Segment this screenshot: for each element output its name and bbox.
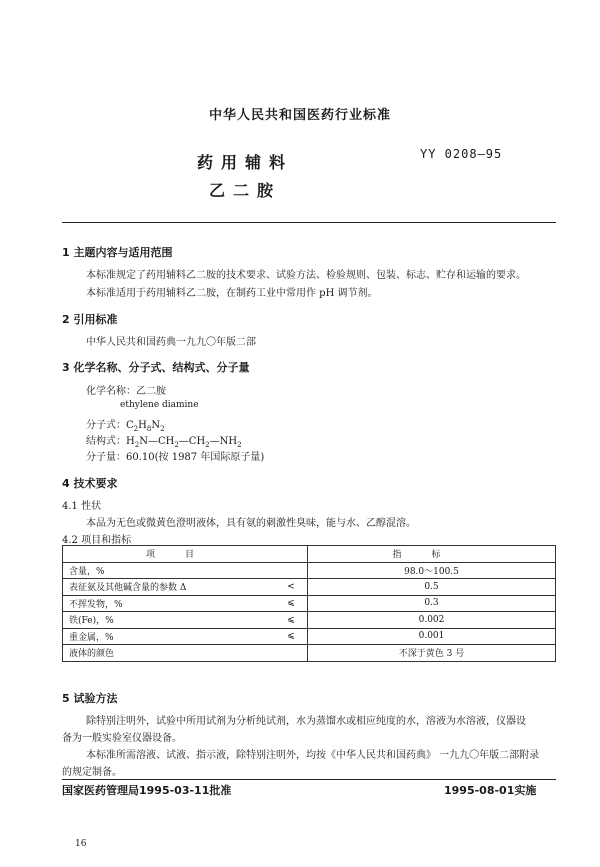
approval-info: 国家医药管理局1995-03-11批准 (62, 784, 232, 797)
structural-formula: 结构式：$H_2N—CH_2—CH_2—NH_2$ (86, 436, 242, 449)
section-2-paragraph: 中华人民共和国药典一九九〇年版二部 (86, 337, 256, 348)
section-5-paragraph-1a: 除特别注明外，试验中所用试剂为分析纯试剂，水为蒸馏水或相应纯度的水，溶液为水溶液，仪器设 (86, 716, 526, 727)
section-4-2-heading: 4.2 项目和指标 (62, 535, 132, 546)
column-header-item: 项目 (63, 546, 308, 563)
table-row (63, 612, 556, 629)
section-4-1-text: 本品为无色或微黄色澄明液体，具有氨的刺激性臭味，能与水、乙醇混溶。 (86, 518, 416, 529)
row-value: 98.0～100.5 (308, 562, 556, 579)
row-value: 0.002 (308, 612, 556, 629)
section-5-paragraph-2b: 的规定制备。 (62, 767, 122, 778)
english-name: ethylene diamine (120, 400, 199, 410)
molecular-weight: 分子量：60.10(按 1987 年国际原子量) (86, 452, 265, 463)
section-4-1-heading: 4.1 性状 (62, 501, 102, 512)
section-1-paragraph-2: 本标准适用于药用辅料乙二胺，在制药工业中常用作 pH 调节剂。 (86, 288, 378, 299)
row-operator: ⩽ (275, 628, 308, 645)
row-item: 不挥发物，% (63, 595, 276, 612)
document-title-line1: 药用辅料 (196, 153, 293, 172)
row-operator (275, 562, 308, 579)
table-row (63, 562, 556, 579)
footer-divider (62, 779, 556, 780)
section-4-heading: 4 技术要求 (62, 477, 118, 490)
chemical-name: 化学名称：乙二胺 (86, 386, 166, 397)
specification-table (62, 545, 556, 662)
row-item: 表征氨及其他碱含量的参数 Δ (63, 579, 276, 596)
row-operator: ⩽ (275, 595, 308, 612)
section-1-paragraph-1: 本标准规定了药用辅料乙二胺的技术要求、试验方法、检验规则、包装、标志、贮存和运输的要求。 (86, 270, 526, 281)
implementation-date: 1995-08-01实施 (444, 784, 537, 797)
table-row (63, 645, 556, 662)
formula-label: 分子式： (86, 420, 126, 431)
section-5-heading: 5 试验方法 (62, 692, 118, 705)
standard-code: YY 0208—95 (420, 147, 503, 161)
row-item: 含量，% (63, 562, 276, 579)
row-operator (275, 645, 308, 662)
row-operator: < (275, 579, 308, 596)
table-row (63, 579, 556, 596)
table-header-row (63, 546, 556, 563)
row-item: 重金属，% (63, 628, 276, 645)
table-row (63, 628, 556, 645)
section-1-heading: 1 主题内容与适用范围 (62, 246, 173, 259)
row-value: 0.5 (308, 579, 556, 596)
row-value: 不深于黄色 3 号 (308, 645, 556, 662)
structure-label: 结构式： (86, 436, 126, 447)
row-item: 铁(Fe)，% (63, 612, 276, 629)
header-divider (62, 222, 556, 223)
table-row (63, 595, 556, 612)
row-value: 0.001 (308, 628, 556, 645)
page-number: 16 (75, 839, 87, 849)
section-3-heading: 3 化学名称、分子式、结构式、分子量 (62, 361, 250, 374)
document-title-line2: 乙二胺 (208, 181, 281, 200)
row-item: 液体的颜色 (63, 645, 276, 662)
standard-category-title: 中华人民共和国医药行业标准 (208, 108, 391, 123)
section-2-heading: 2 引用标准 (62, 313, 118, 326)
molecular-formula: 分子式：$C_2H_8N_2$ (86, 420, 165, 433)
section-5-paragraph-1b: 备为一般实验室仪器设备。 (62, 733, 182, 744)
column-header-spec: 指标 (308, 546, 556, 563)
row-operator: ⩽ (275, 612, 308, 629)
section-5-paragraph-2a: 本标准所需溶液、试液、指示液，除特别注明外，均按《中华人民共和国药典》 一九九〇年版二部附录 (86, 750, 540, 761)
row-value: 0.3 (308, 595, 556, 612)
